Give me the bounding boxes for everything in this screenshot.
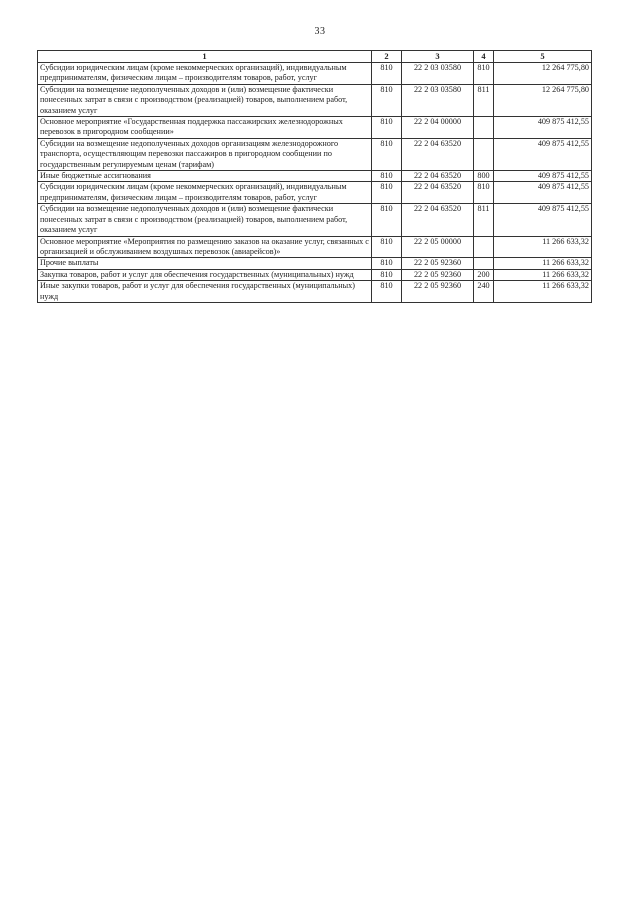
row-name-cell: Иные закупки товаров, работ и услуг для обеспечения государственных (муниципальных) нужд: [38, 281, 372, 303]
budget-table: [37, 50, 592, 303]
row-ved-cell: 810: [372, 138, 402, 170]
row-name-cell: Закупка товаров, работ и услуг для обеспечения государственных (муниципальных) нужд: [38, 269, 372, 280]
header-col-3: 3: [402, 51, 474, 63]
row-csr-cell: 22 2 05 92360: [402, 258, 474, 269]
row-ved-cell: 810: [372, 236, 402, 258]
table-header-row: [38, 51, 592, 63]
table-row: [38, 269, 592, 280]
row-csr-cell: 22 2 04 63520: [402, 204, 474, 236]
row-name-cell: Основное мероприятие «Государственная поддержка пассажирских железнодорожных перевозок в пригородном сообщении»: [38, 117, 372, 139]
row-ved-cell: 810: [372, 281, 402, 303]
page-number: 33: [314, 26, 326, 37]
table-row: [38, 117, 592, 139]
table-row: [38, 138, 592, 170]
row-csr-cell: 22 2 05 00000: [402, 236, 474, 258]
row-sum-cell: 11 266 633,32: [494, 269, 592, 280]
row-sum-cell: 409 875 412,55: [494, 117, 592, 139]
row-vr-cell: 810: [474, 63, 494, 85]
row-vr-cell: 810: [474, 182, 494, 204]
table-row: [38, 258, 592, 269]
row-ved-cell: 810: [372, 84, 402, 116]
row-sum-cell: 11 266 633,32: [494, 281, 592, 303]
row-vr-cell: 240: [474, 281, 494, 303]
row-csr-cell: 22 2 04 63520: [402, 171, 474, 182]
row-name-cell: Субсидии на возмещение недополученных доходов и (или) возмещение фактически понесенных затрат в связи с производством (реализацией) товаров, выполнением работ, оказанием услуг: [38, 204, 372, 236]
header-col-1: 1: [38, 51, 372, 63]
header-col-4: 4: [474, 51, 494, 63]
row-csr-cell: 22 2 04 63520: [402, 138, 474, 170]
row-vr-cell: 811: [474, 84, 494, 116]
row-sum-cell: 409 875 412,55: [494, 138, 592, 170]
row-vr-cell: [474, 236, 494, 258]
table-row: [38, 281, 592, 303]
row-sum-cell: 409 875 412,55: [494, 204, 592, 236]
row-sum-cell: 409 875 412,55: [494, 182, 592, 204]
row-csr-cell: 22 2 04 63520: [402, 182, 474, 204]
table-row: [38, 63, 592, 85]
row-ved-cell: 810: [372, 117, 402, 139]
header-col-5: 5: [494, 51, 592, 63]
row-vr-cell: 200: [474, 269, 494, 280]
table-row: [38, 84, 592, 116]
row-ved-cell: 810: [372, 258, 402, 269]
row-csr-cell: 22 2 04 00000: [402, 117, 474, 139]
row-csr-cell: 22 2 03 03580: [402, 84, 474, 116]
row-ved-cell: 810: [372, 171, 402, 182]
row-ved-cell: 810: [372, 63, 402, 85]
row-ved-cell: 810: [372, 204, 402, 236]
row-vr-cell: [474, 258, 494, 269]
row-vr-cell: [474, 117, 494, 139]
row-vr-cell: [474, 138, 494, 170]
row-sum-cell: 12 264 775,80: [494, 63, 592, 85]
row-name-cell: Прочие выплаты: [38, 258, 372, 269]
row-name-cell: Иные бюджетные ассигнования: [38, 171, 372, 182]
row-sum-cell: 409 875 412,55: [494, 171, 592, 182]
row-name-cell: Субсидии юридическим лицам (кроме некоммерческих организаций), индивидуальным предпринимателям, физическим лицам – производителям товаров, работ, услуг: [38, 182, 372, 204]
row-vr-cell: 800: [474, 171, 494, 182]
row-name-cell: Субсидии на возмещение недополученных доходов организациям железнодорожного транспорта, осуществляющим перевозки пассажиров в пригородном сообщении по государственным регулируемым ценам (тарифам): [38, 138, 372, 170]
table-body: [38, 63, 592, 303]
row-sum-cell: 11 266 633,32: [494, 236, 592, 258]
header-col-2: 2: [372, 51, 402, 63]
row-csr-cell: 22 2 03 03580: [402, 63, 474, 85]
row-ved-cell: 810: [372, 269, 402, 280]
row-name-cell: Субсидии на возмещение недополученных доходов и (или) возмещение фактически понесенных затрат в связи с производством (реализацией) товаров, выполнением работ, оказанием услуг: [38, 84, 372, 116]
row-sum-cell: 12 264 775,80: [494, 84, 592, 116]
row-vr-cell: 811: [474, 204, 494, 236]
row-name-cell: Основное мероприятие «Мероприятия по размещению заказов на оказание услуг, связанных с организацией и обслуживанием воздушных перевозок (авиарейсов)»: [38, 236, 372, 258]
row-ved-cell: 810: [372, 182, 402, 204]
table-row: [38, 171, 592, 182]
row-csr-cell: 22 2 05 92360: [402, 269, 474, 280]
table-row: [38, 182, 592, 204]
table-row: [38, 204, 592, 236]
row-sum-cell: 11 266 633,32: [494, 258, 592, 269]
row-csr-cell: 22 2 05 92360: [402, 281, 474, 303]
row-name-cell: Субсидии юридическим лицам (кроме некоммерческих организаций), индивидуальным предпринимателям, физическим лицам – производителям товаров, работ, услуг: [38, 63, 372, 85]
table-row: [38, 236, 592, 258]
